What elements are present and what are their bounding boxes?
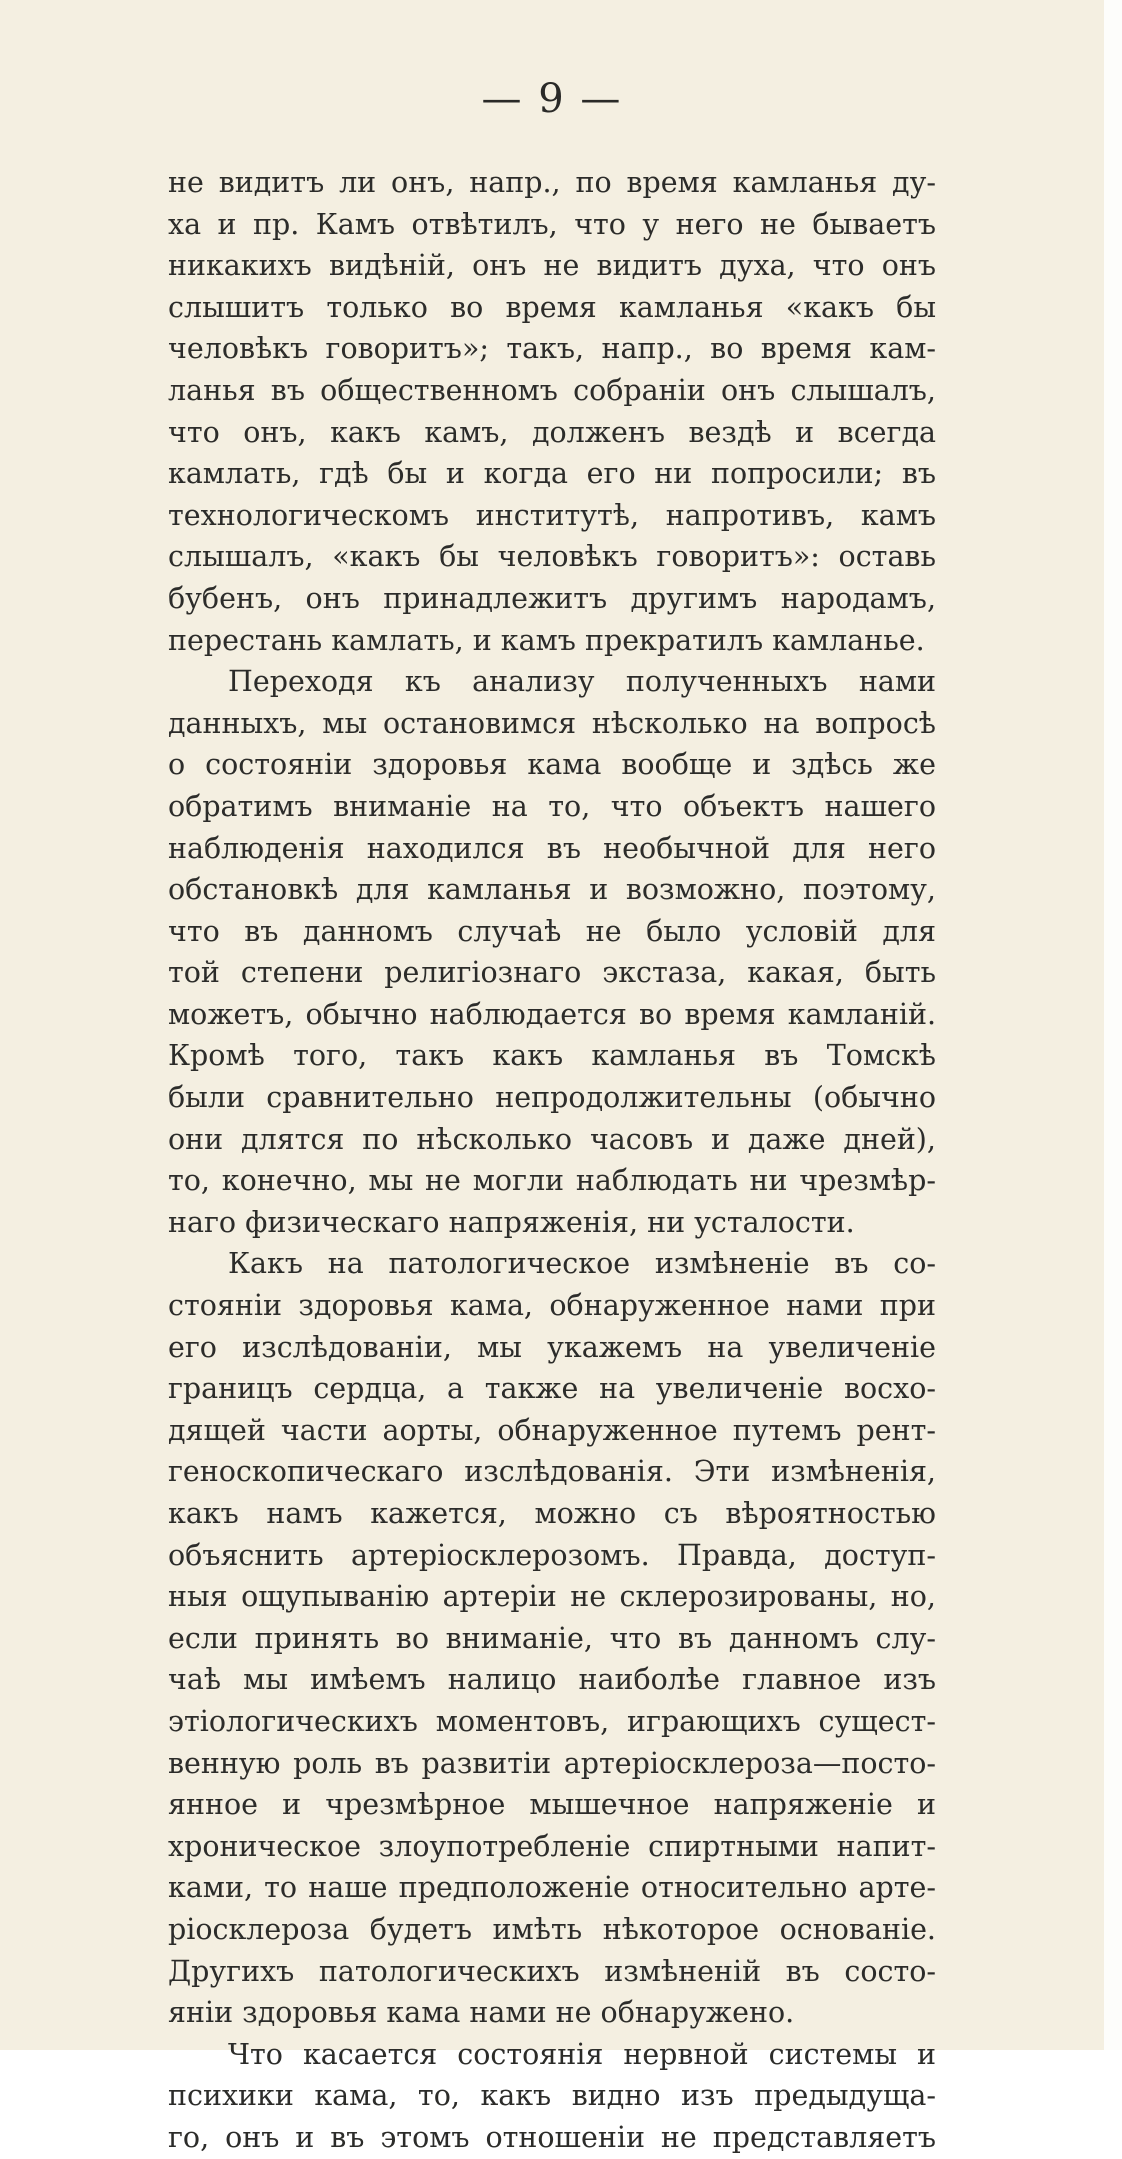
text-line: камлать, гдѣ бы и когда его ни попросили; въ bbox=[168, 457, 936, 491]
text-line: дящей части аорты, обнаруженное путемъ рент- bbox=[168, 1413, 936, 1447]
text-line: го, онъ и въ этомъ отношенiи не представляетъ bbox=[168, 2120, 936, 2154]
page-edge bbox=[1104, 0, 1122, 2050]
text-line: стоянiи здоровья кама, обнаруженное нами при bbox=[168, 1289, 936, 1323]
text-line: данныхъ, мы остановимся нѣсколько на вопросѣ bbox=[168, 706, 936, 740]
text-line: человѣкъ говоритъ»; такъ, напр., во время кам- bbox=[168, 332, 936, 366]
text-line: чаѣ мы имѣемъ налицо наиболѣе главное изъ bbox=[168, 1663, 936, 1697]
text-line: янное и чрезмѣрное мышечное напряженiе и bbox=[168, 1788, 936, 1822]
text-line: были сравнительно непродолжительны (обычно bbox=[168, 1081, 936, 1115]
text-line: ныя ощупыванiю артерiи не склерозированы, но, bbox=[168, 1580, 936, 1614]
text-line: не видитъ ли онъ, напр., по время камланья ду- bbox=[168, 166, 936, 199]
text-line: Что касается состоянiя нервной системы и bbox=[228, 2037, 936, 2071]
text-line: Другихъ патологическихъ измѣненiй въ состо- bbox=[168, 1954, 936, 1988]
text-line: можетъ, обычно наблюдается во время камланiй. bbox=[168, 997, 936, 1031]
text-line: янiи здоровья кама нами не обнаружено. bbox=[168, 1996, 795, 2030]
text-line: геноскопическаго изслѣдованiя. Эти измѣненiя, bbox=[168, 1455, 936, 1489]
page-number: — 9 — bbox=[481, 76, 623, 122]
text-line: границъ сердца, а также на увеличенiе восхо- bbox=[168, 1372, 936, 1406]
text-line: обстановкѣ для камланья и возможно, поэтому, bbox=[168, 873, 936, 907]
text-line: психики кама, то, какъ видно изъ предыдуща- bbox=[168, 2079, 936, 2113]
text-line: наблюденiя находился въ необычной для него bbox=[168, 831, 936, 865]
text-line: слышитъ только во время камланья «какъ бы bbox=[168, 290, 936, 324]
text-line: хроническое злоупотребленiе спиртными напит- bbox=[168, 1829, 936, 1863]
text-line: рiосклероза будетъ имѣть нѣкоторое основанiе. bbox=[168, 1912, 936, 1946]
text-line: наго физическаго напряженiя, ни усталости. bbox=[168, 1205, 855, 1239]
text-line: они длятся по нѣсколько часовъ и даже дней), bbox=[168, 1122, 936, 1156]
text-line: обратимъ вниманiе на то, что объектъ нашего bbox=[168, 789, 936, 823]
text-line: венную роль въ развитiи артерiосклероза—посто- bbox=[168, 1746, 936, 1780]
text-line: той степени религiознаго экстаза, какая, быть bbox=[168, 956, 936, 990]
text-line: что онъ, какъ камъ, долженъ вездѣ и всегда bbox=[168, 415, 936, 449]
text-line: какъ намъ кажется, можно съ вѣроятностью bbox=[168, 1497, 936, 1530]
text-line: перестань камлать, и камъ прекратилъ камланье. bbox=[168, 623, 925, 657]
text-line: то, конечно, мы не могли наблюдать ни чрезмѣр- bbox=[168, 1164, 936, 1198]
body-text bbox=[168, 162, 936, 2159]
text-line: бубенъ, онъ принадлежитъ другимъ народамъ, bbox=[168, 581, 936, 615]
text-line: ланья въ общественномъ собранiи онъ слышалъ, bbox=[168, 373, 936, 407]
text-line: о состоянiи здоровья кама вообще и здѣсь же bbox=[168, 748, 936, 782]
text-line: объяснить артерiосклерозомъ. Правда, доступ- bbox=[168, 1538, 936, 1572]
text-line: что въ данномъ случаѣ не было условiй для bbox=[168, 914, 936, 948]
text-line: технологическомъ институтѣ, напротивъ, камъ bbox=[168, 498, 936, 532]
text-line: никакихъ видѣнiй, онъ не видитъ духа, что онъ bbox=[168, 249, 936, 283]
text-line: ками, то наше предположенiе относительно арте- bbox=[168, 1871, 936, 1905]
text-line: Кромѣ того, такъ какъ камланья въ Томскѣ bbox=[168, 1039, 936, 1073]
text-line: Переходя къ анализу полученныхъ нами bbox=[228, 665, 936, 699]
text-line: его изслѣдованiи, мы укажемъ на увеличенiе bbox=[168, 1330, 936, 1364]
text-line: слышалъ, «какъ бы человѣкъ говоритъ»: оставь bbox=[168, 540, 936, 574]
text-line: Какъ на патологическое измѣненiе въ со- bbox=[228, 1247, 936, 1281]
text-line: этiологическихъ моментовъ, играющихъ сущест- bbox=[168, 1704, 936, 1738]
text-line: если принять во вниманiе, что въ данномъ слу- bbox=[168, 1621, 936, 1655]
text-line: ха и пр. Камъ отвѣтилъ, что у него не бываетъ bbox=[168, 207, 936, 241]
